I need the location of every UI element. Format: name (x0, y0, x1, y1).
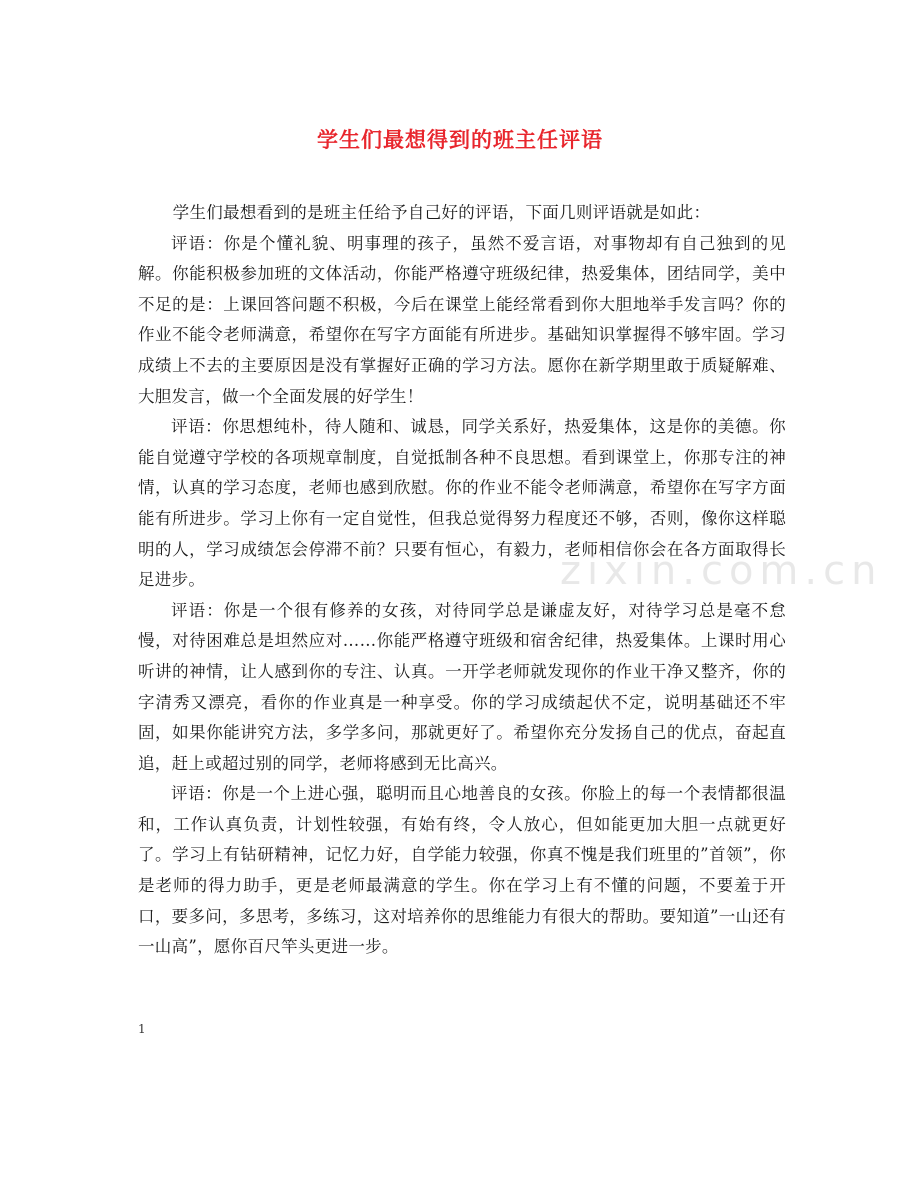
watermark: zixin.com.cn (560, 548, 883, 594)
document-body (138, 198, 786, 963)
page-title: 学生们最想得到的班主任评语 (317, 127, 603, 152)
page-number: 1 (138, 1022, 146, 1036)
comment-paragraph-4: 评语：你是一个上进心强，聪明而且心地善良的女孩。你脸上的每一个表情都很温和，工作认真负责，计划性较强，有始有终，令人放心，但如能更加大胆一点就更好了。学习上有钻研精神，记忆力好，自学能力较强，你真不愧是我们班里的”首领”，你是老师的得力助手，更是老师最满意的学生。你在学习上有不懂的问题，不要羞于开口，要多问，多思考，多练习，这对培养你的思维能力有很大的帮助。要知道”一山还有一山高”，愿你百尺竿头更进一步。 (138, 784, 786, 957)
comment-paragraph-2: 评语：你思想纯朴，待人随和、诚恳，同学关系好，热爱集体，这是你的美德。你能自觉遵守学校的各项规章制度，自觉抵制各种不良思想。看到课堂上，你那专注的神情，认真的学习态度，老师也感到欣慰。你的作业不能令老师满意，希望你在写字方面能有所进步。学习上你有一定自觉性，但我总觉得努力程度还不够，否则，像你这样聪明的人，学习成绩怎会停滞不前？只要有恒心，有毅力，老师相信你会在各方面取得长足进步。 (138, 417, 786, 590)
comment-paragraph-1: 评语：你是个懂礼貌、明事理的孩子，虽然不爱言语，对事物却有自己独到的见解。你能积极参加班的文体活动，你能严格遵守班级纪律，热爱集体，团结同学，美中不足的是：上课回答问题不积极，今后在课堂上能经常看到你大胆地举手发言吗？你的作业不能令老师满意，希望你在写字方面能有所进步。基础知识掌握得不够牢固。学习成绩上不去的主要原因是没有掌握好正确的学习方法。愿你在新学期里敢于质疑解难、大胆发言，做一个全面发展的好学生！ (138, 233, 786, 406)
intro-paragraph: 学生们最想看到的是班主任给予自己好的评语，下面几则评语就是如此： (172, 203, 711, 222)
comment-paragraph-3: 评语：你是一个很有修养的女孩，对待同学总是谦虚友好，对待学习总是毫不怠慢，对待困难总是坦然应对……你能严格遵守班级和宿舍纪律，热爱集体。上课时用心听讲的神情，让人感到你的专注、认真。一开学老师就发现你的作业干净又整齐，你的字清秀又漂亮，看你的作业真是一种享受。你的学习成绩起伏不定，说明基础还不牢固，如果你能讲究方法，多学多问，那就更好了。希望你充分发扬自己的优点，奋起直追，赶上或超过别的同学，老师将感到无比高兴。 (138, 600, 786, 773)
